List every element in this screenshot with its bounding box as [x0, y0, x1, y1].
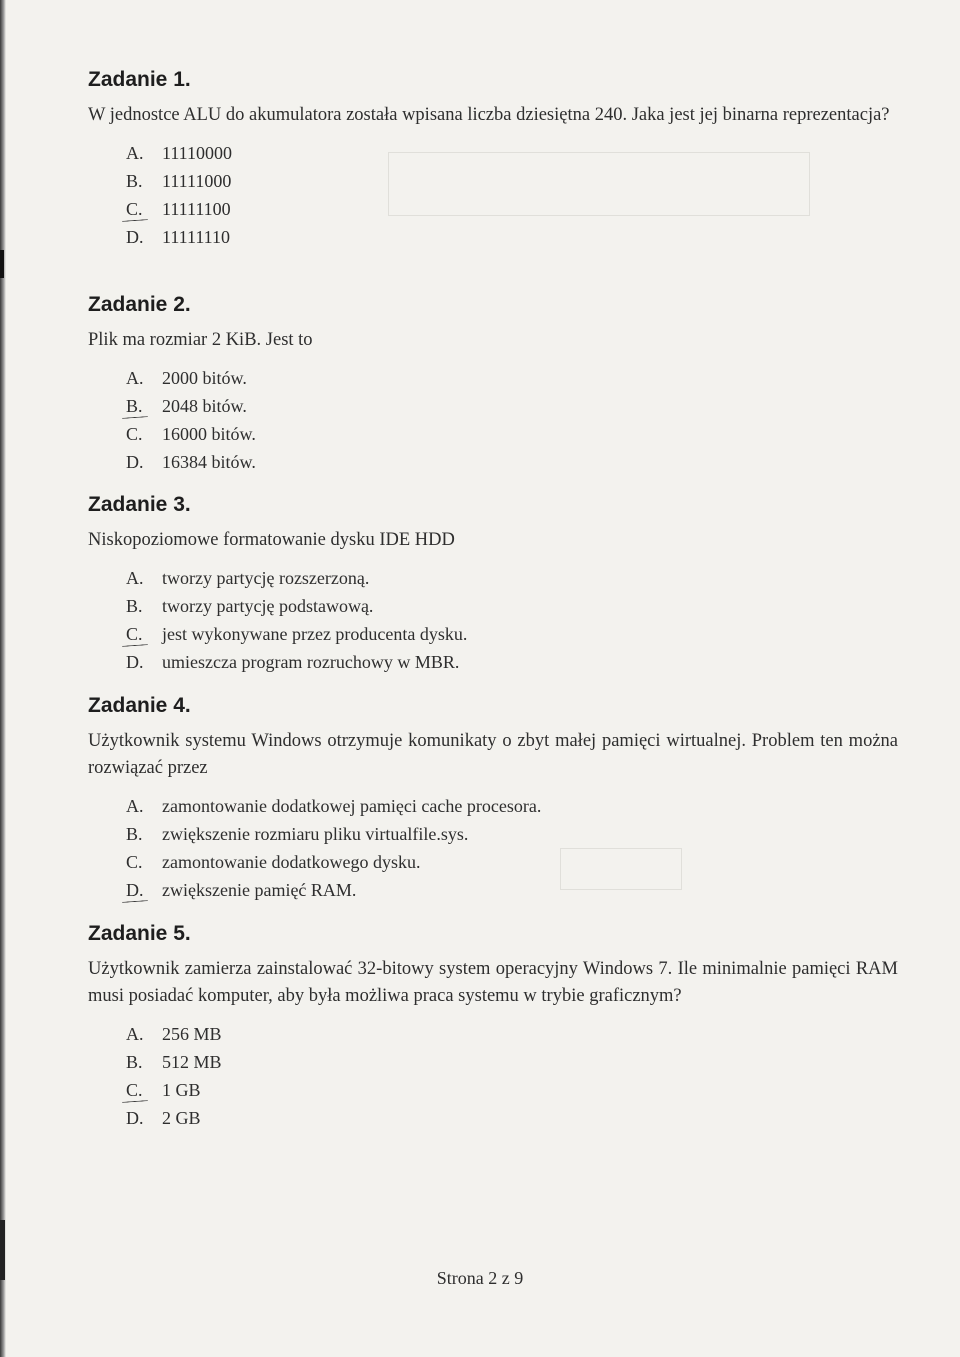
answer-options	[126, 139, 898, 251]
option-letter: A.	[126, 368, 144, 388]
option-text: tworzy partycję rozszerzoną.	[162, 568, 370, 588]
option-text: 1 GB	[162, 1080, 201, 1100]
option-text: 11111110	[162, 227, 230, 247]
answer-options	[126, 364, 898, 476]
answer-option-b[interactable]	[126, 392, 898, 420]
answer-option-d[interactable]	[126, 223, 898, 251]
answer-options	[126, 1020, 898, 1132]
option-letter-marked: B.	[126, 392, 162, 420]
option-letter: A.	[126, 796, 144, 816]
answer-option-a[interactable]	[126, 1020, 898, 1048]
answer-option-b[interactable]	[126, 1048, 898, 1076]
option-letter: D.	[126, 227, 144, 247]
answer-option-d[interactable]	[126, 648, 898, 676]
option-text: 11111000	[162, 171, 232, 191]
option-letter: B.	[126, 1052, 143, 1072]
option-text: zamontowanie dodatkowego dysku.	[162, 852, 421, 872]
option-letter: B.	[126, 596, 143, 616]
scan-edge-mark	[0, 250, 4, 278]
answer-option-c[interactable]	[126, 848, 898, 876]
question-title: Zadanie 4.	[88, 694, 191, 717]
question-text: Użytkownik zamierza zainstalować 32-bitowy system operacyjny Windows 7. Ile minimalnie pamięci RAM musi posiadać komputer, aby była możliwa praca systemu w trybie graficznym?	[88, 959, 898, 1006]
option-text: zwiększenie rozmiaru pliku virtualfile.sys.	[162, 824, 469, 844]
answer-option-a[interactable]	[126, 364, 898, 392]
question-1	[88, 68, 898, 251]
question-text: W jednostce ALU do akumulatora została wpisana liczba dziesiętna 240. Jaka jest jej binarna reprezentacja?	[88, 105, 890, 125]
option-text: 2 GB	[162, 1108, 201, 1128]
option-letter: A.	[126, 1024, 144, 1044]
option-text: 11110000	[162, 143, 232, 163]
question-5	[88, 922, 898, 1132]
option-text: tworzy partycję podstawową.	[162, 596, 374, 616]
answer-option-c[interactable]	[126, 195, 898, 223]
answer-option-c[interactable]	[126, 1076, 898, 1104]
option-text: 16384 bitów.	[162, 452, 256, 472]
option-text: 512 MB	[162, 1052, 222, 1072]
option-letter-marked: C.	[126, 620, 162, 648]
answer-options	[126, 792, 898, 904]
option-text: zwiększenie pamięć RAM.	[162, 880, 357, 900]
answer-option-a[interactable]	[126, 139, 898, 167]
answer-option-c[interactable]	[126, 420, 898, 448]
answer-option-d[interactable]	[126, 448, 898, 476]
answer-options	[126, 564, 898, 676]
option-letter: B.	[126, 171, 143, 191]
answer-option-a[interactable]	[126, 564, 898, 592]
answer-option-a[interactable]	[126, 792, 898, 820]
option-letter-marked: C.	[126, 195, 162, 223]
page-number: Strona 2 z 9	[436, 1268, 524, 1288]
option-text: 16000 bitów.	[162, 424, 256, 444]
question-text: Niskopoziomowe formatowanie dysku IDE HDD	[88, 530, 455, 550]
option-letter-marked: C.	[126, 1076, 162, 1104]
question-title: Zadanie 5.	[88, 922, 191, 945]
answer-option-b[interactable]	[126, 820, 898, 848]
option-letter: C.	[126, 424, 143, 444]
option-text: 11111100	[162, 199, 231, 219]
option-letter: A.	[126, 143, 144, 163]
question-text: Plik ma rozmiar 2 KiB. Jest to	[88, 330, 313, 350]
scan-edge-shadow	[0, 0, 6, 1357]
answer-option-d[interactable]	[126, 1104, 898, 1132]
question-4	[88, 694, 898, 904]
answer-option-d[interactable]	[126, 876, 898, 904]
option-text: 2048 bitów.	[162, 396, 247, 416]
option-letter: A.	[126, 568, 144, 588]
option-letter-marked: D.	[126, 876, 162, 904]
option-letter: D.	[126, 652, 144, 672]
question-title: Zadanie 3.	[88, 493, 191, 516]
question-title: Zadanie 1.	[88, 68, 191, 91]
option-letter: C.	[126, 852, 143, 872]
option-letter: B.	[126, 824, 143, 844]
option-letter: D.	[126, 1108, 144, 1128]
question-3	[88, 493, 898, 676]
answer-option-b[interactable]	[126, 167, 898, 195]
option-text: 256 MB	[162, 1024, 222, 1044]
option-letter: D.	[126, 452, 144, 472]
question-text: Użytkownik systemu Windows otrzymuje komunikaty o zbyt małej pamięci wirtualnej. Problem ten można rozwiązać przez	[88, 731, 898, 778]
answer-option-b[interactable]	[126, 592, 898, 620]
option-text: umieszcza program rozruchowy w MBR.	[162, 652, 460, 672]
question-2	[88, 293, 898, 476]
answer-option-c[interactable]	[126, 620, 898, 648]
question-title: Zadanie 2.	[88, 293, 191, 316]
option-text: 2000 bitów.	[162, 368, 247, 388]
option-text: jest wykonywane przez producenta dysku.	[162, 624, 468, 644]
option-text: zamontowanie dodatkowej pamięci cache procesora.	[162, 796, 542, 816]
